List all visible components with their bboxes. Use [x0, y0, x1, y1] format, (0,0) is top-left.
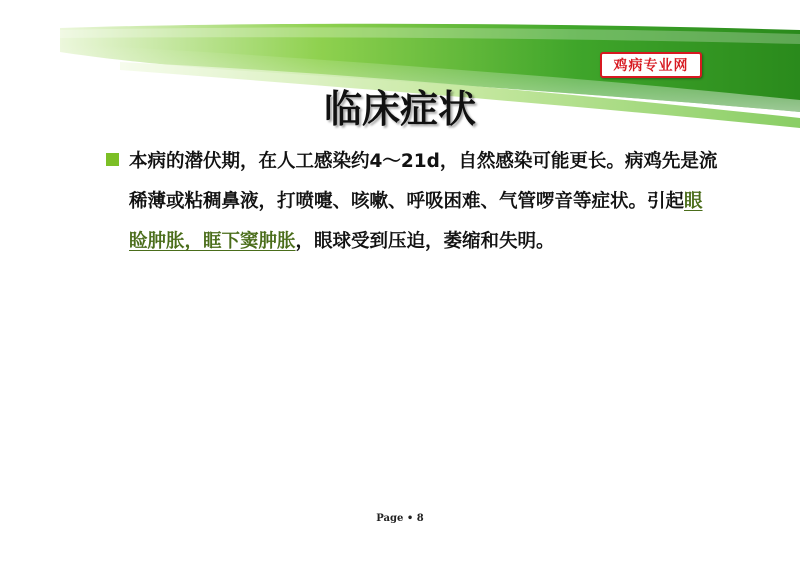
bullet-square-icon	[106, 153, 119, 166]
slide-title: 临床症状	[323, 87, 476, 131]
page-number: Page • 8	[376, 513, 424, 524]
body-text-part1: 本病的潜伏期，在人工感染约4～21d，自然感染可能更长。病鸡先是流稀薄或粘稠鼻液，打喷嚏、咳嗽、呼吸困难、气管啰音等症状。引起	[129, 151, 718, 212]
site-logo-text: 鸡病专业网	[613, 58, 689, 74]
body-text-part2: ，眼球受到压迫，萎缩和失明。	[295, 231, 555, 252]
body-paragraph	[129, 142, 719, 262]
site-logo	[600, 52, 702, 78]
body-text-highlight: 眼睑肿胀，眶下窦肿胀	[129, 191, 703, 252]
